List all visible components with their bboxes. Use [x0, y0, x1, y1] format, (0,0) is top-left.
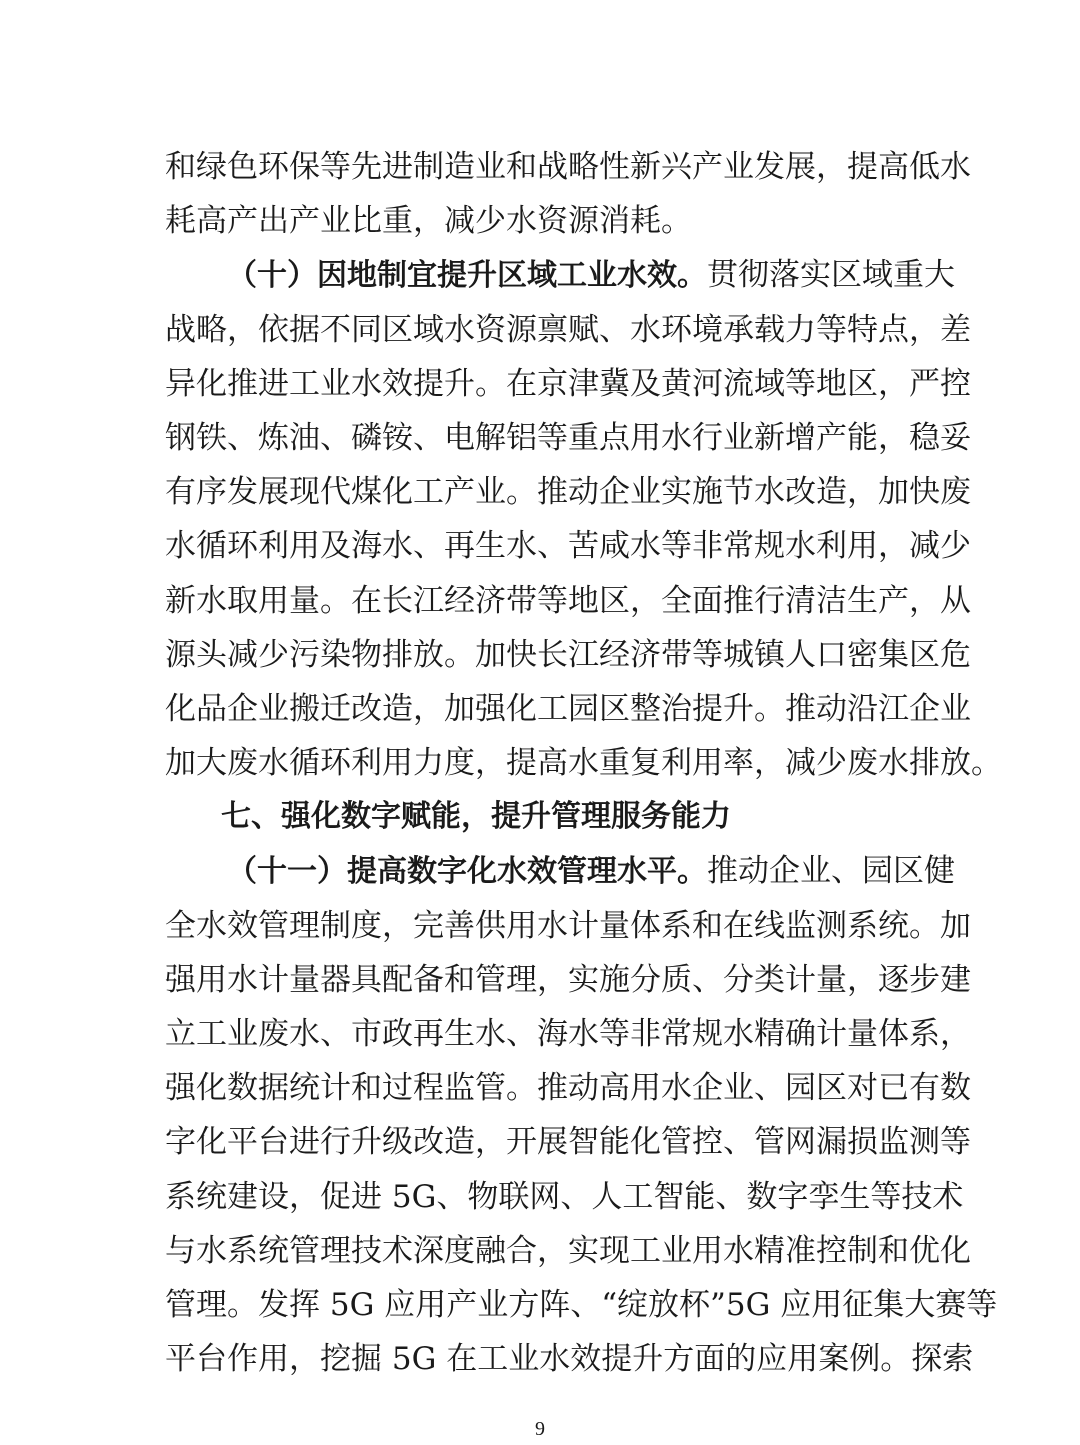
text-line: 全水效管理制度，完善供用水计量体系和在线监测系统。加 — [165, 907, 971, 944]
text-line: 异化推进工业水效提升。在京津冀及黄河流域等地区，严控 — [165, 365, 971, 402]
body-text — [165, 140, 1002, 1386]
text-line: 平台作用，挖掘 5G 在工业水效提升方面的应用案例。探索 — [165, 1341, 974, 1378]
text-line: 化品企业搬迁改造，加强化工园区整治提升。推动沿江企业 — [165, 690, 971, 727]
text-line: 和绿色环保等先进制造业和战略性新兴产业发展，提高低水 — [165, 149, 971, 185]
section-10-heading: （十）因地制宜提升区域工业水效。 — [227, 258, 707, 294]
text-line: 新水取用量。在长江经济带等地区，全面推行清洁生产，从 — [165, 582, 971, 619]
text-line: 强化数据统计和过程监管。推动高用水企业、园区对已有数 — [165, 1070, 971, 1107]
text-line: 系统建设，促进 5G、物联网、人工智能、数字孪生等技术 — [165, 1178, 964, 1215]
text-run: 推动企业、园区健 — [707, 853, 955, 890]
text-line: 耗高产出产业比重，减少水资源消耗。 — [165, 203, 692, 240]
text-line: 与水系统管理技术深度融合，实现工业用水精准控制和优化 — [165, 1232, 971, 1269]
text-line: 水循环利用及海水、再生水、苦咸水等非常规水利用，减少 — [165, 528, 971, 565]
paragraph-11-first-line — [165, 844, 955, 898]
page-number: 9 — [535, 1418, 545, 1440]
paragraph-10-first-line — [165, 248, 955, 302]
text-line: 有序发展现代煤化工产业。推动企业实施节水改造，加快废 — [165, 474, 971, 511]
text-run: 贯彻落实区域重大 — [707, 257, 955, 294]
text-line: 字化平台进行升级改造，开展智能化管控、管网漏损监测等 — [165, 1124, 971, 1161]
text-line: 战略，依据不同区域水资源禀赋、水环境承载力等特点，差 — [165, 311, 971, 348]
text-line: 立工业废水、市政再生水、海水等非常规水精确计量体系， — [165, 1016, 971, 1052]
text-line: 强用水计量器具配备和管理，实施分质、分类计量，逐步建 — [165, 961, 971, 998]
section-11-heading: （十一）提高数字化水效管理水平。 — [227, 854, 707, 890]
text-line: 加大废水循环利用力度，提高水重复利用率，减少废水排放。 — [165, 745, 1002, 782]
text-line: 管理。发挥 5G 应用产业方阵、“绽放杯”5G 应用征集大赛等 — [165, 1286, 998, 1323]
text-line: 钢铁、炼油、磷铵、电解铝等重点用水行业新增产能，稳妥 — [165, 419, 971, 456]
text-line: 源头减少污染物排放。加快长江经济带等城镇人口密集区危 — [165, 636, 971, 673]
section-7-heading: 七、强化数字赋能，提升管理服务能力 — [221, 799, 731, 835]
